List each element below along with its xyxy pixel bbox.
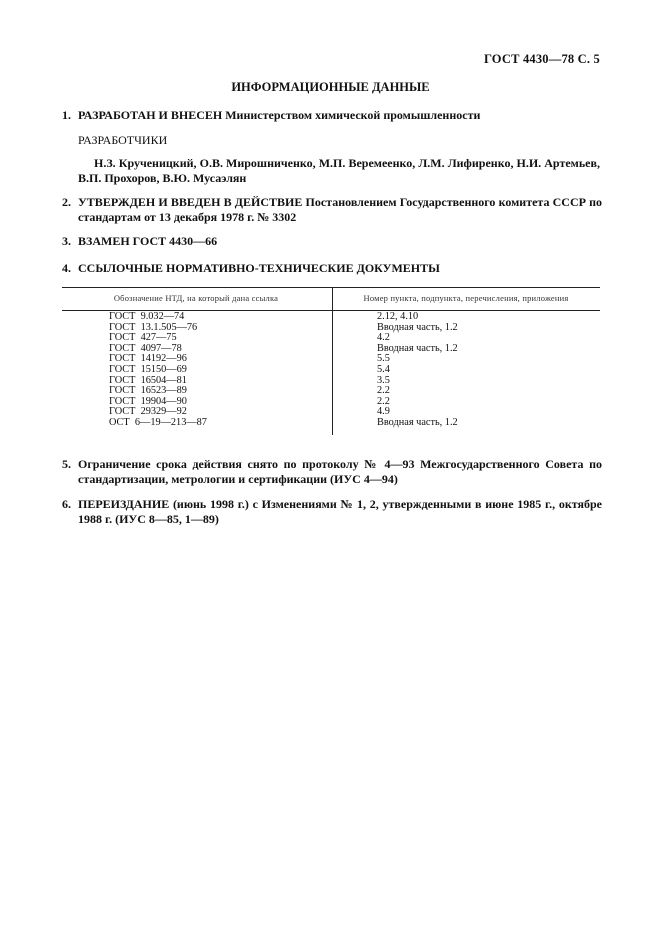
section-text: Ограничение срока действия снято по протоколу № 4—93 Межгосударственного Совета по стандартизации, метрологии и сертификации (ИУС 4—94) xyxy=(78,457,602,486)
section-number: 6. xyxy=(62,497,71,511)
table-cell-doc: ГОСТ 13.1.505—76 xyxy=(109,321,198,333)
table-cell-doc: ГОСТ 16504—81 xyxy=(109,374,187,386)
table-cell-ref: Вводная часть, 1.2 xyxy=(377,321,458,333)
table-cell-ref: Вводная часть, 1.2 xyxy=(377,342,458,354)
section-number: 5. xyxy=(62,457,71,471)
section-lead: УТВЕРЖДЕН И ВВЕДЕН В ДЕЙСТВИЕ xyxy=(78,195,303,209)
table-cell-ref: 4.2 xyxy=(377,332,390,344)
page-title: ИНФОРМАЦИОННЫЕ ДАННЫЕ xyxy=(231,80,430,94)
table-cell-ref: 2.2 xyxy=(377,395,390,407)
table-cell-doc: ОСТ 6—19—213—87 xyxy=(109,416,207,428)
table-header xyxy=(62,288,600,311)
table-cell-ref: Вводная часть, 1.2 xyxy=(377,416,458,428)
section-number: 1. xyxy=(62,108,71,122)
section-text: (июнь 1998 г.) с Изменениями № 1, 2, утвержденными в июне 1985 г., октябре 1988 г. (ИУС 8—85, 1—89) xyxy=(78,497,602,526)
table-row xyxy=(62,365,600,376)
section-3 xyxy=(62,234,602,249)
table-header-cell: Обозначение НТД, на который дана ссылка xyxy=(113,293,279,303)
section-text: Министерством химической промышленности xyxy=(222,108,481,122)
table-header-cell: Номер пункта, подпункта, перечисления, приложения xyxy=(363,293,569,303)
table-cell-doc: ГОСТ 19904—90 xyxy=(109,395,187,407)
section-1 xyxy=(62,108,602,123)
table-cell-ref: 2.2 xyxy=(377,385,390,397)
section-lead: ПЕРЕИЗДАНИЕ xyxy=(78,497,170,511)
table-cell-doc: ГОСТ 29329—92 xyxy=(109,406,187,418)
table-cell-ref: 2.12, 4.10 xyxy=(377,311,419,322)
table-cell-doc: ГОСТ 9.032—74 xyxy=(109,311,185,322)
section-number: 2. xyxy=(62,195,71,209)
table-cell-ref: 5.5 xyxy=(377,353,390,365)
section-number: 4. xyxy=(62,261,71,275)
section-text: Постановлением Государственного комитета СССР по стандартам от 13 декабря 1978 г. № 3302 xyxy=(78,195,603,224)
table-body xyxy=(62,312,600,429)
section-lead: РАЗРАБОТАН И ВНЕСЕН xyxy=(78,108,223,122)
section-5 xyxy=(62,457,602,487)
table-cell-ref: 4.9 xyxy=(377,406,390,418)
table-cell-doc: ГОСТ 4097—78 xyxy=(109,342,182,354)
page-header-doc-ref: ГОСТ 4430—78 С. 5 xyxy=(483,52,600,66)
section-6 xyxy=(62,497,602,527)
section-4 xyxy=(62,261,602,276)
table-row xyxy=(62,418,600,429)
table-cell-doc: ГОСТ 15150—69 xyxy=(109,363,187,375)
reference-table xyxy=(62,287,600,311)
section-2 xyxy=(62,195,602,225)
table-row xyxy=(62,312,600,323)
section-lead: ВЗАМЕН ГОСТ 4430—66 xyxy=(78,234,218,248)
table-cell-doc: ГОСТ 16523—89 xyxy=(109,385,187,397)
section-lead: ССЫЛОЧНЫЕ НОРМАТИВНО-ТЕХНИЧЕСКИЕ ДОКУМЕНТЫ xyxy=(78,261,440,275)
table-cell-ref: 5.4 xyxy=(377,363,390,375)
developers-list: Н.З. Крученицкий, О.В. Мирошниченко, М.П. Веремеенко, Л.М. Лифиренко, Н.И. Артемьев, В.П. Прохоров, В.Ю. Мусаэлян xyxy=(78,156,600,185)
developers-heading: РАЗРАБОТЧИКИ xyxy=(78,133,168,147)
table-cell-doc: ГОСТ 427—75 xyxy=(109,332,177,344)
table-cell-ref: 3.5 xyxy=(377,374,390,386)
section-number: 3. xyxy=(62,234,71,248)
table-cell-doc: ГОСТ 14192—96 xyxy=(109,353,187,365)
